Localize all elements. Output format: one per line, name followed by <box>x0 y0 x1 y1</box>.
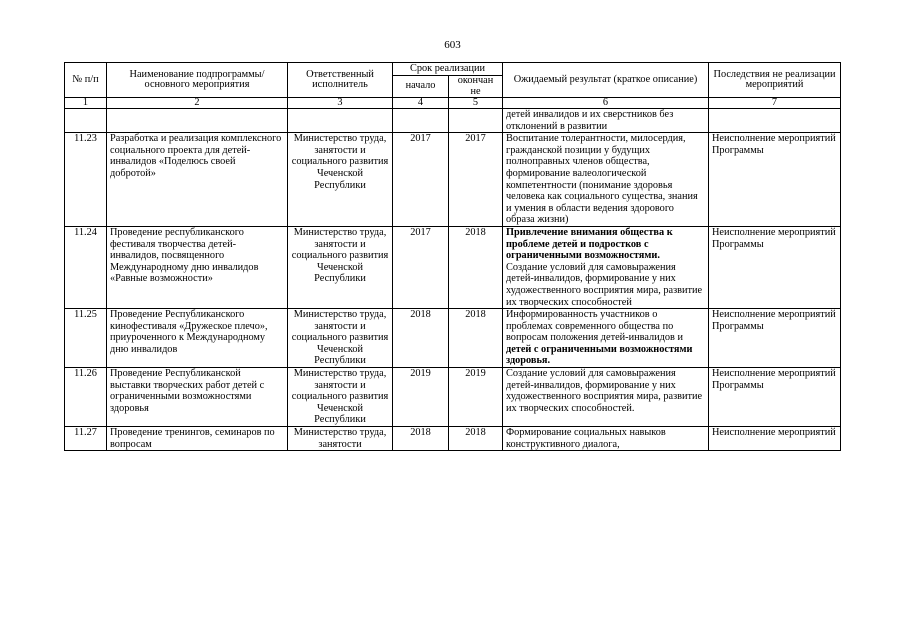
column-number: 1 <box>65 98 107 109</box>
end-year: 2018 <box>449 226 503 308</box>
event-name: Проведение тренингов, семинаров по вопросам <box>107 427 288 451</box>
row-number: 11.25 <box>65 309 107 368</box>
header-end <box>449 76 503 98</box>
result-text: Создание условий для самовыражения детей-инвалидов, формирование у них художественного восприятия мира, развитие их творческих способностей. <box>506 368 703 414</box>
column-number: 6 <box>503 98 709 109</box>
header-executor: Ответственный исполнитель <box>288 63 393 98</box>
executor: Министерство труда, занятости и социального развития Чеченской Республики <box>288 133 393 227</box>
row-number: 11.26 <box>65 368 107 427</box>
end-year: 2017 <box>449 133 503 227</box>
table-row <box>65 427 841 451</box>
result-tail-bold: детей с ограниченными возможностями здоровья. <box>506 343 693 367</box>
expected-result <box>503 427 709 451</box>
row-number: 11.23 <box>65 133 107 227</box>
row-number: 11.27 <box>65 427 107 451</box>
header-end-line1: окончан <box>457 75 494 87</box>
program-table <box>64 62 841 451</box>
end-year: 2019 <box>449 368 503 427</box>
start-year: 2019 <box>393 368 449 427</box>
event-name: Разработка и реализация комплексного социального проекта для детей-инвалидов «Поделюсь своей добротой» <box>107 133 288 227</box>
expected-result <box>503 309 709 368</box>
header-name: Наименование подпрограммы/ основного мероприятия <box>107 63 288 98</box>
column-number: 2 <box>107 98 288 109</box>
column-number: 5 <box>449 98 503 109</box>
event-name: Проведение Республиканского кинофестиваля «Дружеское плечо», приуроченного к Международному дню инвалидов <box>107 309 288 368</box>
start-year: 2017 <box>393 226 449 308</box>
column-number-row <box>65 98 841 109</box>
consequences: Неисполнение мероприятий Программы <box>709 133 841 227</box>
consequences: Неисполнение мероприятий Программы <box>709 368 841 427</box>
expected-result <box>503 226 709 308</box>
consequences: Неисполнение мероприятий Программы <box>709 226 841 308</box>
header-consequences: Последствия не реализации мероприятий <box>709 63 841 98</box>
row-number: 11.24 <box>65 226 107 308</box>
column-number: 3 <box>288 98 393 109</box>
page-number: 603 <box>444 39 461 51</box>
end-year: 2018 <box>449 427 503 451</box>
executor: Министерство труда, занятости и социального развития Чеченской Республики <box>288 309 393 368</box>
end-year: 2018 <box>449 309 503 368</box>
event-name: Проведение Республиканской выставки творческих работ детей с ограниченными возможностями здоровья <box>107 368 288 427</box>
header-period: Срок реализации <box>393 63 503 76</box>
column-number: 7 <box>709 98 841 109</box>
header-result: Ожидаемый результат (краткое описание) <box>503 63 709 98</box>
table-row <box>65 226 841 308</box>
result-text: Создание условий для самовыражения детей-инвалидов, формирование у них художественного восприятия мира, развитие их творческих способностей <box>506 261 703 308</box>
table-row <box>65 309 841 368</box>
header-no: № п/п <box>65 63 107 98</box>
consequences: Неисполнение мероприятий Программы <box>709 309 841 368</box>
expected-result <box>503 133 709 227</box>
continued-row <box>65 109 841 133</box>
table-row <box>65 368 841 427</box>
result-text: Информированность участников о проблемах современного общества по вопросам положения детей-инвалидов и <box>506 309 684 344</box>
result-text: Воспитание толерантности, милосердия, гражданской позиции у будущих полноправных членов общества, формирование валеологической компетентности (понимание здоровья человека как социального существа, знания и умения в области ведения здорового образа жизни) <box>506 133 698 226</box>
expected-result <box>503 368 709 427</box>
result-text: Формирование социальных навыков конструктивного диалога, <box>506 427 666 450</box>
executor: Министерство труда, занятости и социального развития Чеченской Республики <box>288 226 393 308</box>
executor: Министерство труда, занятости и социального развития Чеченской Республики <box>288 368 393 427</box>
result-bold: Привлечение внимания общества к проблеме детей и подростков с ограниченными возможностями. <box>506 226 673 262</box>
start-year: 2018 <box>393 427 449 451</box>
header-end-line2: не <box>470 85 481 97</box>
event-name: Проведение республиканского фестиваля творчества детей-инвалидов, посвященного Международному дню инвалидов «Равные возможности» <box>107 226 288 308</box>
column-number: 4 <box>393 98 449 109</box>
consequences: Неисполнение мероприятий <box>709 427 841 451</box>
executor: Министерство труда, занятости <box>288 427 393 451</box>
table-row <box>65 133 841 227</box>
continued-result: детей инвалидов и их сверстников без отклонений в развитии <box>503 109 709 133</box>
start-year: 2017 <box>393 133 449 227</box>
header-start: начало <box>393 76 449 98</box>
start-year: 2018 <box>393 309 449 368</box>
